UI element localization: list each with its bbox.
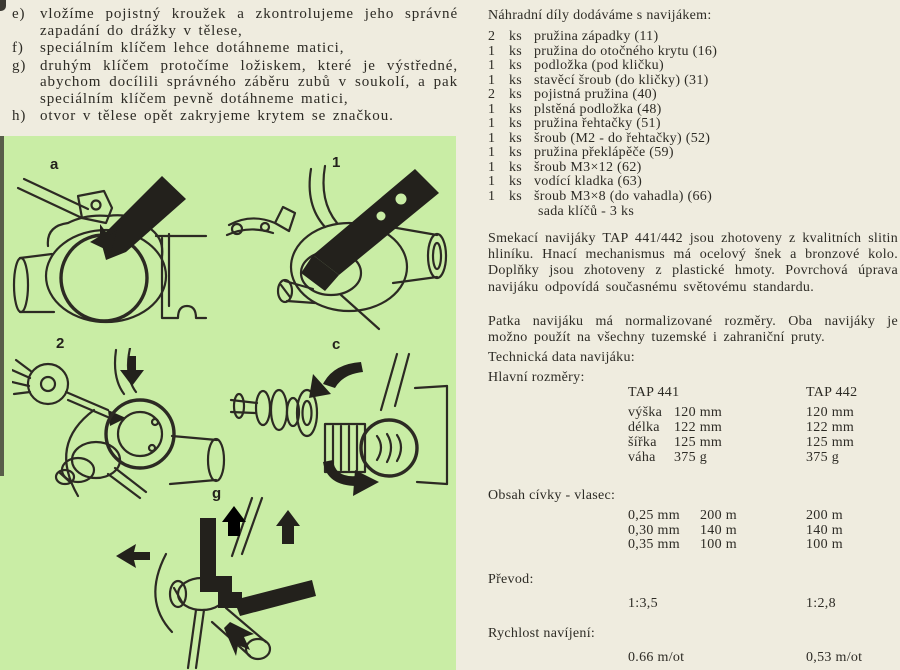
parts-list — [488, 30, 717, 219]
part-unit: ks — [509, 174, 523, 190]
model-header-row — [488, 385, 898, 401]
part-unit: ks — [509, 29, 523, 44]
dims-row-height — [488, 405, 898, 421]
capacity-441: 100 m — [700, 537, 737, 552]
instruction-text: otvor v tělese opět zakryjeme krytem se značkou. — [40, 108, 394, 124]
instruction-item-f — [10, 40, 458, 57]
instruction-label: e) — [12, 6, 26, 22]
figure-label-c: c — [332, 336, 341, 353]
capacity-442: 200 m — [806, 508, 843, 523]
part-unit: ks — [509, 130, 523, 146]
part-name: šroub (M2 - do řehtačky) (52) — [534, 130, 711, 146]
mount-foot-paragraph: Patka navijáku má normalizované rozměry. Oba navijáky je možno použít na všechny tuzemské i zahraniční pruty. — [488, 314, 898, 346]
part-name: šroub M3×8 (do vahadla) (66) — [534, 189, 713, 205]
instruction-text: vložíme pojistný kroužek a zkontrolujeme jeho správné zapadání do drážky v tělese, — [40, 6, 458, 39]
figure-label-2: 2 — [56, 335, 65, 352]
part-unit: ks — [509, 145, 523, 161]
retrieve-speed-442: 0,53 m/ot — [806, 650, 863, 665]
part-qty: 1 — [488, 189, 496, 205]
figure-a-illustration — [12, 166, 208, 328]
part-name: šroub M3×12 (62) — [534, 159, 642, 175]
line-diameter: 0,30 mm — [628, 523, 680, 538]
part-unit: ks — [509, 58, 523, 74]
parts-row — [488, 146, 717, 161]
scan-edge-artifact — [0, 136, 4, 476]
dim-value-441: 375 g — [674, 450, 707, 465]
part-qty: 1 — [488, 174, 496, 190]
part-qty: 1 — [488, 72, 496, 88]
dim-value-442: 125 mm — [806, 435, 855, 450]
instruction-label: g) — [12, 57, 27, 74]
retrieve-speed-441: 0.66 m/ot — [628, 650, 685, 665]
figure-c-illustration — [227, 350, 451, 498]
part-name: pružina překlápěče (59) — [534, 145, 674, 161]
parts-row — [488, 190, 717, 205]
part-unit: ks — [509, 189, 523, 205]
part-qty: 1 — [488, 145, 496, 161]
gear-ratio-442: 1:2,8 — [806, 596, 836, 611]
model-col-tap442: TAP 442 — [806, 385, 858, 400]
parts-row — [488, 59, 717, 74]
part-unit: ks — [509, 159, 523, 175]
part-unit: ks — [509, 116, 523, 132]
figure-g-illustration — [114, 496, 316, 670]
capacity-442: 140 m — [806, 523, 843, 538]
retrieve-speed-title: Rychlost navíjení: — [488, 626, 596, 641]
parts-row — [488, 45, 717, 60]
capacity-441: 140 m — [700, 523, 737, 538]
description-paragraph: Smekací navijáky TAP 441/442 jsou zhotoveny z kvalitních slitin hliníku. Hnací mechanismus má ocelový šnek a bronzové kolo. Doplňky jsou zhotoveny z plastické hmoty. Povrchová úprava navijáku odpovídá současnému světovému standardu. — [488, 231, 898, 295]
dim-name: výška — [628, 405, 663, 420]
part-qty: 1 — [488, 130, 496, 146]
part-name: pružina řehtačky (51) — [534, 116, 661, 132]
line-diameter: 0,35 mm — [628, 537, 680, 552]
main-dimensions-title: Hlavní rozměry: — [488, 370, 585, 385]
figure-label-1: 1 — [332, 154, 341, 171]
figure-label-g: g — [212, 485, 222, 502]
dim-value-442: 375 g — [806, 450, 839, 465]
capacity-441: 200 m — [700, 508, 737, 523]
parts-row — [488, 74, 717, 89]
part-name: vodící kladka (63) — [534, 174, 643, 190]
parts-row — [488, 88, 717, 103]
parts-row — [488, 161, 717, 176]
dim-name: váha — [628, 450, 656, 465]
part-qty: 1 — [488, 101, 496, 117]
gear-ratio-441: 1:3,5 — [628, 596, 658, 611]
spool-row — [488, 508, 898, 524]
part-qty: 1 — [488, 159, 496, 175]
dim-value-442: 120 mm — [806, 405, 855, 420]
instruction-label: h) — [12, 108, 27, 124]
dims-row-weight — [488, 450, 898, 466]
gear-ratio-row — [488, 596, 898, 612]
dim-name: šířka — [628, 435, 657, 450]
line-diameter: 0,25 mm — [628, 508, 680, 523]
part-qty: 2 — [488, 87, 496, 103]
part-qty: 2 — [488, 29, 496, 44]
parts-row — [488, 132, 717, 147]
gear-ratio-title: Převod: — [488, 572, 534, 587]
part-unit: ks — [509, 87, 523, 103]
dim-name: délka — [628, 420, 660, 435]
instruction-text: druhým klíčem protočíme ložiskem, které je výstředné, abychom docílili správného záběru zubů v soukolí, a pak speciálním klíčem pevně dotáhneme matici, — [40, 57, 458, 107]
parts-row — [488, 175, 717, 190]
dim-value-441: 122 mm — [674, 420, 723, 435]
dims-row-length — [488, 420, 898, 436]
dim-value-441: 120 mm — [674, 405, 723, 420]
part-unit: ks — [509, 72, 523, 88]
parts-list-header: Náhradní díly dodáváme s navijákem: — [488, 8, 712, 23]
dim-value-441: 125 mm — [674, 435, 723, 450]
part-name: pružina do otočného krytu (16) — [534, 43, 718, 59]
instruction-list — [10, 6, 458, 126]
instruction-item-g — [10, 58, 458, 108]
figure-1-illustration — [219, 163, 449, 333]
parts-row — [488, 117, 717, 132]
parts-row — [488, 30, 717, 45]
capacity-442: 100 m — [806, 537, 843, 552]
parts-row — [488, 103, 717, 118]
instruction-item-h — [10, 108, 458, 125]
figure-panel — [0, 136, 456, 670]
instruction-item-e — [10, 6, 458, 39]
tech-data-title: Technická data navijáku: — [488, 350, 635, 365]
instruction-text: speciálním klíčem lehce dotáhneme matici, — [40, 40, 345, 56]
part-qty: 1 — [488, 43, 496, 59]
spool-row — [488, 537, 898, 553]
part-qty: 1 — [488, 116, 496, 132]
dims-row-width — [488, 435, 898, 451]
part-name: pojistná pružina (40) — [534, 87, 657, 103]
figure-2-illustration — [12, 348, 228, 500]
part-qty: 1 — [488, 58, 496, 74]
right-column — [488, 0, 898, 670]
part-name: stavěcí šroub (do kličky) (31) — [534, 72, 709, 88]
part-name: pružina západky (11) — [534, 29, 659, 44]
dim-value-442: 122 mm — [806, 420, 855, 435]
scan-corner-artifact — [0, 0, 6, 11]
parts-footer: sada klíčů - 3 ks — [538, 203, 635, 219]
part-unit: ks — [509, 43, 523, 59]
instruction-label: f) — [12, 40, 24, 56]
model-col-tap441: TAP 441 — [628, 385, 680, 400]
spool-capacity-title: Obsah cívky - vlasec: — [488, 488, 616, 503]
part-name: podložka (pod kličku) — [534, 58, 664, 74]
figure-label-a: a — [50, 156, 59, 173]
part-name: plstěná podložka (48) — [534, 101, 662, 117]
part-unit: ks — [509, 101, 523, 117]
retrieve-speed-row — [488, 650, 898, 666]
